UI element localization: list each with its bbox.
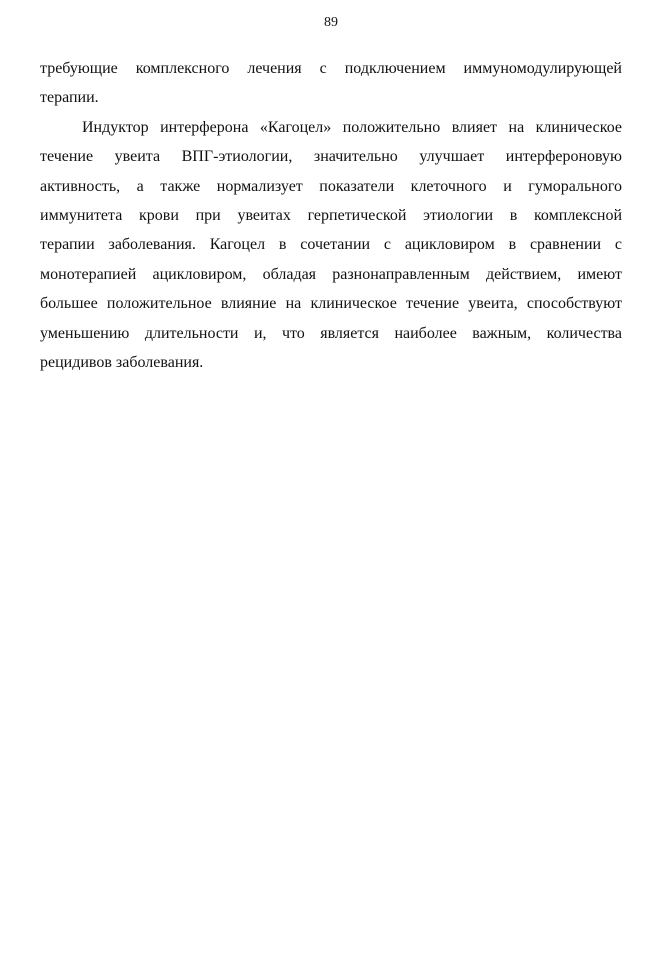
text-line: терапии. bbox=[40, 89, 99, 107]
page-number: 89 bbox=[324, 15, 338, 30]
paragraph-continuation bbox=[40, 54, 622, 113]
text-line: рецидивов заболевания. bbox=[40, 353, 204, 371]
text-line: уменьшению длительности и, что является наиболее важным, количества bbox=[40, 324, 622, 342]
text-line: иммунитета крови при увеитах герпетической этиологии в комплексной bbox=[40, 206, 622, 224]
text-line: течение увеита ВПГ-этиологии, значительно улучшает интерфероновую bbox=[40, 148, 622, 166]
document-body bbox=[40, 54, 622, 377]
text-line: Индуктор интерферона «Кагоцел» положительно влияет на клиническое bbox=[82, 118, 622, 136]
text-line: монотерапией ацикловиром, обладая разнонаправленным действием, имеют bbox=[40, 265, 622, 283]
text-line: требующие комплексного лечения с подключением иммуномодулирующей bbox=[40, 60, 622, 77]
text-line: терапии заболевания. Кагоцел в сочетании с ацикловиром в сравнении с bbox=[40, 236, 622, 254]
paragraph-kagocel bbox=[40, 113, 622, 378]
text-line: большее положительное влияние на клиническое течение увеита, способствуют bbox=[40, 295, 622, 313]
text-line: активность, а также нормализует показатели клеточного и гуморального bbox=[40, 177, 622, 195]
